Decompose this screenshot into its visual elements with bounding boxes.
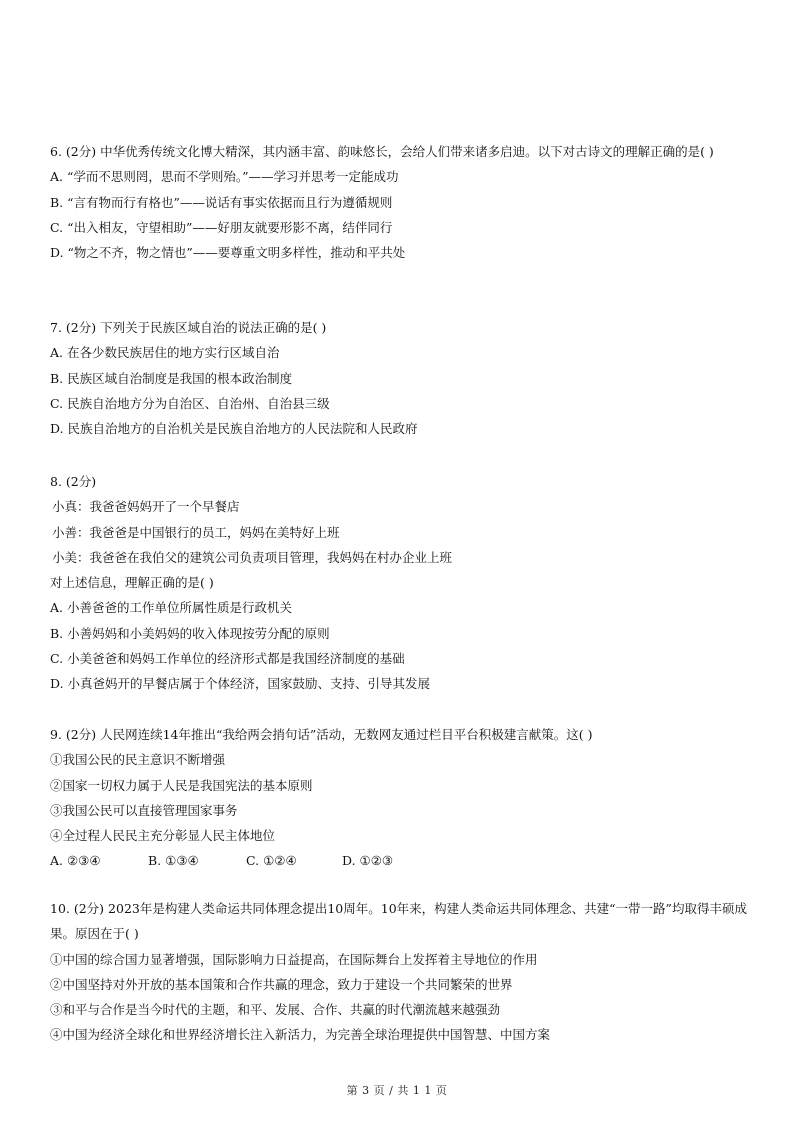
question-6-option-b: B. “言有物而行有格也”——说话有事实依据而且行为遵循规则	[50, 194, 393, 210]
question-10-statement-3: ③和平与合作是当今时代的主题，和平、发展、合作、共赢的时代潮流越来越强劲	[50, 1002, 501, 1018]
question-9-statement-1: ①我国公民的民主意识不断增强	[50, 752, 226, 768]
question-8	[50, 469, 750, 697]
question-9-statement-2: ②国家一切权力属于人民是我国宪法的基本原则	[50, 777, 313, 793]
question-7-option-b: B. 民族区域自治制度是我国的根本政治制度	[50, 370, 293, 386]
question-8-material-1: 小真：我爸爸妈妈开了一个早餐店	[52, 499, 240, 515]
question-9	[50, 722, 750, 874]
question-10-statement-4: ④中国为经济全球化和世界经济增长注入新活力，为完善全球治理提供中国智慧、中国方案	[50, 1027, 551, 1043]
question-10-statement-2: ②中国坚持对外开放的基本国策和合作共赢的理念，致力于建设一个共同繁荣的世界	[50, 976, 513, 992]
question-8-question: 对上述信息，理解正确的是( )	[50, 575, 214, 591]
question-6-option-c: C. “出入相友，守望相助”——好朋友就要形影不离，结伴同行	[50, 219, 393, 235]
question-6-option-a: A. “学而不思则罔，思而不学则殆。”——学习并思考一定能成功	[50, 169, 399, 185]
question-7-stem: 7. (2分) 下列关于民族区域自治的说法正确的是( )	[50, 320, 327, 335]
question-6	[50, 139, 750, 265]
question-9-option-a: A. ②③④	[50, 853, 101, 869]
question-8-material-3: 小美：我爸爸在我伯父的建筑公司负责项目管理，我妈妈在村办企业上班	[52, 549, 453, 565]
question-8-option-d: D. 小真爸妈开的早餐店属于个体经济，国家鼓励、支持、引导其发展	[50, 676, 431, 692]
question-9-statement-3: ③我国公民可以直接管理国家事务	[50, 802, 238, 818]
question-8-stem: 8. (2分)	[50, 474, 97, 489]
page-footer: 第 3 页 / 共 1 1 页	[346, 1084, 448, 1097]
question-7-option-a: A. 在各少数民族居住的地方实行区域自治	[50, 345, 280, 361]
question-6-option-d: D. “物之不齐，物之情也”——要尊重文明多样性，推动和平共处	[50, 245, 406, 261]
question-7-option-c: C. 民族自治地方分为自治区、自治州、自治县三级	[50, 395, 330, 411]
question-9-statement-4: ④全过程人民民主充分彰显人民主体地位	[50, 828, 276, 844]
question-9-stem: 9. (2分) 人民网连续14年推出“我给两会捎句话”活动，无数网友通过栏目平台积极建言献策。这( )	[50, 727, 593, 742]
question-9-option-c: C. ①②④	[246, 853, 297, 869]
question-7-option-d: D. 民族自治地方的自治机关是民族自治地方的人民法院和人民政府	[50, 421, 418, 437]
question-9-option-b: B. ①③④	[148, 853, 199, 869]
question-8-option-c: C. 小美爸爸和妈妈工作单位的经济形式都是我国经济制度的基础	[50, 651, 405, 667]
question-8-option-a: A. 小善爸爸的工作单位所属性质是行政机关	[50, 600, 292, 616]
question-10-stem: 10. (2分) 2023年是构建人类命运共同体理念提出10周年。10年来，构建人类命运共同体理念、共建“一带一路”均取得丰硕成果。原因在于( )	[50, 901, 747, 942]
question-9-options	[50, 848, 750, 873]
question-10-statement-1: ①中国的综合国力显著增强，国际影响力日益提高，在国际舞台上发挥着主导地位的作用	[50, 951, 538, 967]
question-9-option-d: D. ①②③	[342, 853, 394, 869]
question-6-stem: 6. (2分) 中华优秀传统文化博大精深，其内涵丰富、韵味悠长，会给人们带来诸多启迪。以下对古诗文的理解正确的是( )	[50, 144, 714, 159]
question-10	[50, 896, 750, 1048]
question-7	[50, 315, 750, 441]
question-8-option-b: B. 小善妈妈和小美妈妈的收入体现按劳分配的原则	[50, 625, 330, 641]
question-8-material-2: 小善：我爸爸是中国银行的员工，妈妈在美特好上班	[52, 524, 340, 540]
